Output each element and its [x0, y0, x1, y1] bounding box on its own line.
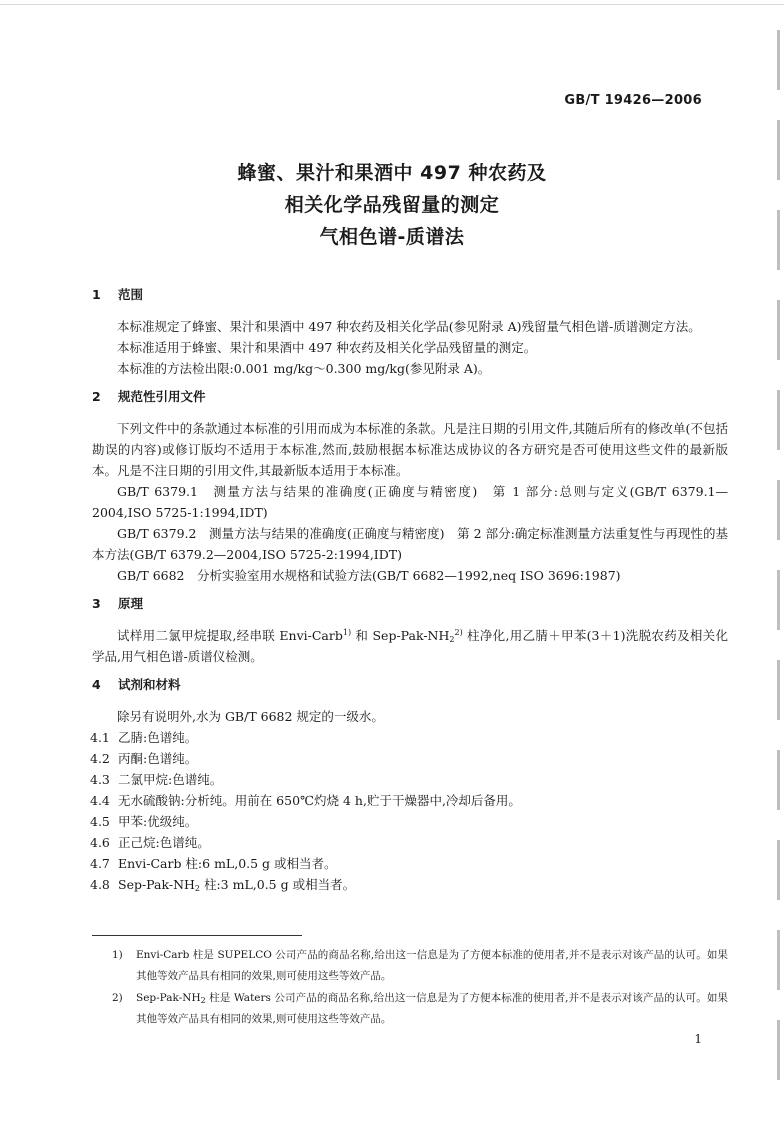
item-number: 4.2: [90, 751, 110, 766]
paragraph: 本标准适用于蜂蜜、果汁和果酒中 497 种农药及相关化学品残留量的测定。: [117, 340, 537, 355]
title-line-2: 相关化学品残留量的测定: [284, 194, 500, 216]
paragraph: 本标准的方法检出限:0.001 mg/kg～0.300 mg/kg(参见附录 A)。: [117, 361, 491, 376]
section-title: 范围: [118, 287, 144, 302]
item-text: Envi-Carb 柱:6 mL,0.5 g 或相当者。: [118, 856, 337, 871]
footnote-mark: 2): [112, 992, 123, 1004]
footnote-ref-2: 2): [454, 628, 463, 637]
title-line-3: 气相色谱-质谱法: [319, 226, 465, 248]
item-number: 4.1: [90, 730, 110, 745]
footnote-text: Envi-Carb 柱是 SUPELCO 公司产品的商品名称,给出这一信息是为了方便本标准的使用者,并不是表示对该产品的认可。如果其他等效产品具有相同的效果,则可使用这些等效产品。: [136, 949, 728, 982]
reference-item: GB/T 6379.2 测量方法与结果的准确度(正确度与精密度) 第 2 部分:确定标准测量方法重复性与再现性的基本方法(GB/T 6379.2—2004,ISO 5725-2:1994,IDT): [92, 526, 728, 562]
footnote-text: Sep-Pak-NH: [136, 992, 201, 1004]
section-1-heading: [92, 284, 728, 306]
footnote-1: [112, 945, 728, 987]
section-number: 4: [92, 677, 101, 692]
title-line-1: 蜂蜜、果汁和果酒中 497 种农药及: [237, 162, 547, 184]
reference-item: GB/T 6379.1 测量方法与结果的准确度(正确度与精密度) 第 1 部分:总则与定义(GB/T 6379.1—2004,ISO 5725-1:1994,IDT): [92, 484, 728, 520]
section-title: 原理: [118, 596, 144, 611]
section-4-heading: [92, 674, 728, 696]
text-run: 柱净化,用乙腈＋甲苯(3＋1)洗脱农药及相关化学品,用气相色谱-质谱仪检测。: [92, 628, 728, 664]
reagent-list: [90, 727, 728, 895]
subscript: 2: [194, 884, 200, 893]
item-number: 4.8: [90, 877, 110, 892]
section-2-heading: [92, 386, 728, 408]
section-number: 3: [92, 596, 101, 611]
footnote-text: 柱是 Waters 公司产品的商品名称,给出这一信息是为了方便本标准的使用者,并不是表示对该产品的认可。如果其他等效产品具有相同的效果,则可使用这些等效产品。: [136, 992, 728, 1025]
list-item: [90, 748, 728, 769]
item-text: Sep-Pak-NH: [118, 877, 195, 892]
section-title: 试剂和材料: [118, 677, 181, 692]
page-number: 1: [694, 1032, 702, 1046]
list-item: [90, 727, 728, 748]
footnote-separator: [92, 935, 302, 936]
footnote-2: [112, 988, 728, 1030]
standard-code: GB/T 19426—2006: [564, 93, 702, 108]
paragraph: 下列文件中的条款通过本标准的引用而成为本标准的条款。凡是注日期的引用文件,其随后所有的修改单(不包括勘误的内容)或修订版均不适用于本标准,然而,鼓励根据本标准达成协议的各方研究是否可使用这些文件的最新版本。凡是不注日期的引用文件,其最新版本适用于本标准。: [92, 421, 728, 478]
document-body: [92, 284, 728, 895]
section-number: 1: [92, 287, 101, 302]
subscript: 2: [200, 996, 206, 1005]
list-item: [90, 874, 728, 895]
item-text: 正己烷:色谱纯。: [118, 835, 210, 850]
paragraph: [92, 625, 728, 667]
footnotes: [112, 945, 728, 1031]
footnote-mark: 1): [112, 949, 123, 961]
item-text: 乙腈:色谱纯。: [118, 730, 198, 745]
section-number: 2: [92, 389, 101, 404]
paragraph: 除另有说明外,水为 GB/T 6682 规定的一级水。: [117, 709, 384, 724]
list-item: [90, 811, 728, 832]
item-number: 4.5: [90, 814, 110, 829]
list-item: [90, 832, 728, 853]
item-number: 4.4: [90, 793, 110, 808]
item-text: 丙酮:色谱纯。: [118, 751, 198, 766]
item-number: 4.6: [90, 835, 110, 850]
footnote-ref-1: 1): [342, 628, 352, 637]
text-run: 和 Sep-Pak-NH: [351, 628, 450, 643]
item-text: 二氯甲烷:色谱纯。: [118, 772, 223, 787]
scan-edge-line: [0, 4, 784, 5]
item-text: 甲苯:优级纯。: [118, 814, 198, 829]
section-title: 规范性引用文件: [118, 389, 206, 404]
list-item: [90, 769, 728, 790]
item-number: 4.3: [90, 772, 110, 787]
list-item: [90, 790, 728, 811]
section-3-heading: [92, 593, 728, 615]
paragraph: 本标准规定了蜂蜜、果汁和果酒中 497 种农药及相关化学品(参见附录 A)残留量气相色谱-质谱测定方法。: [117, 319, 701, 334]
document-title: [0, 157, 784, 253]
item-text: 无水硫酸钠:分析纯。用前在 650℃灼烧 4 h,贮于干燥器中,冷却后备用。: [118, 793, 521, 808]
list-item: [90, 853, 728, 874]
item-number: 4.7: [90, 856, 110, 871]
reference-item: GB/T 6682 分析实验室用水规格和试验方法(GB/T 6682—1992,neq ISO 3696:1987): [117, 568, 621, 583]
subscript: 2: [449, 635, 455, 644]
item-text: 柱:3 mL,0.5 g 或相当者。: [200, 877, 356, 892]
text-run: 试样用二氯甲烷提取,经串联 Envi-Carb: [117, 628, 343, 643]
